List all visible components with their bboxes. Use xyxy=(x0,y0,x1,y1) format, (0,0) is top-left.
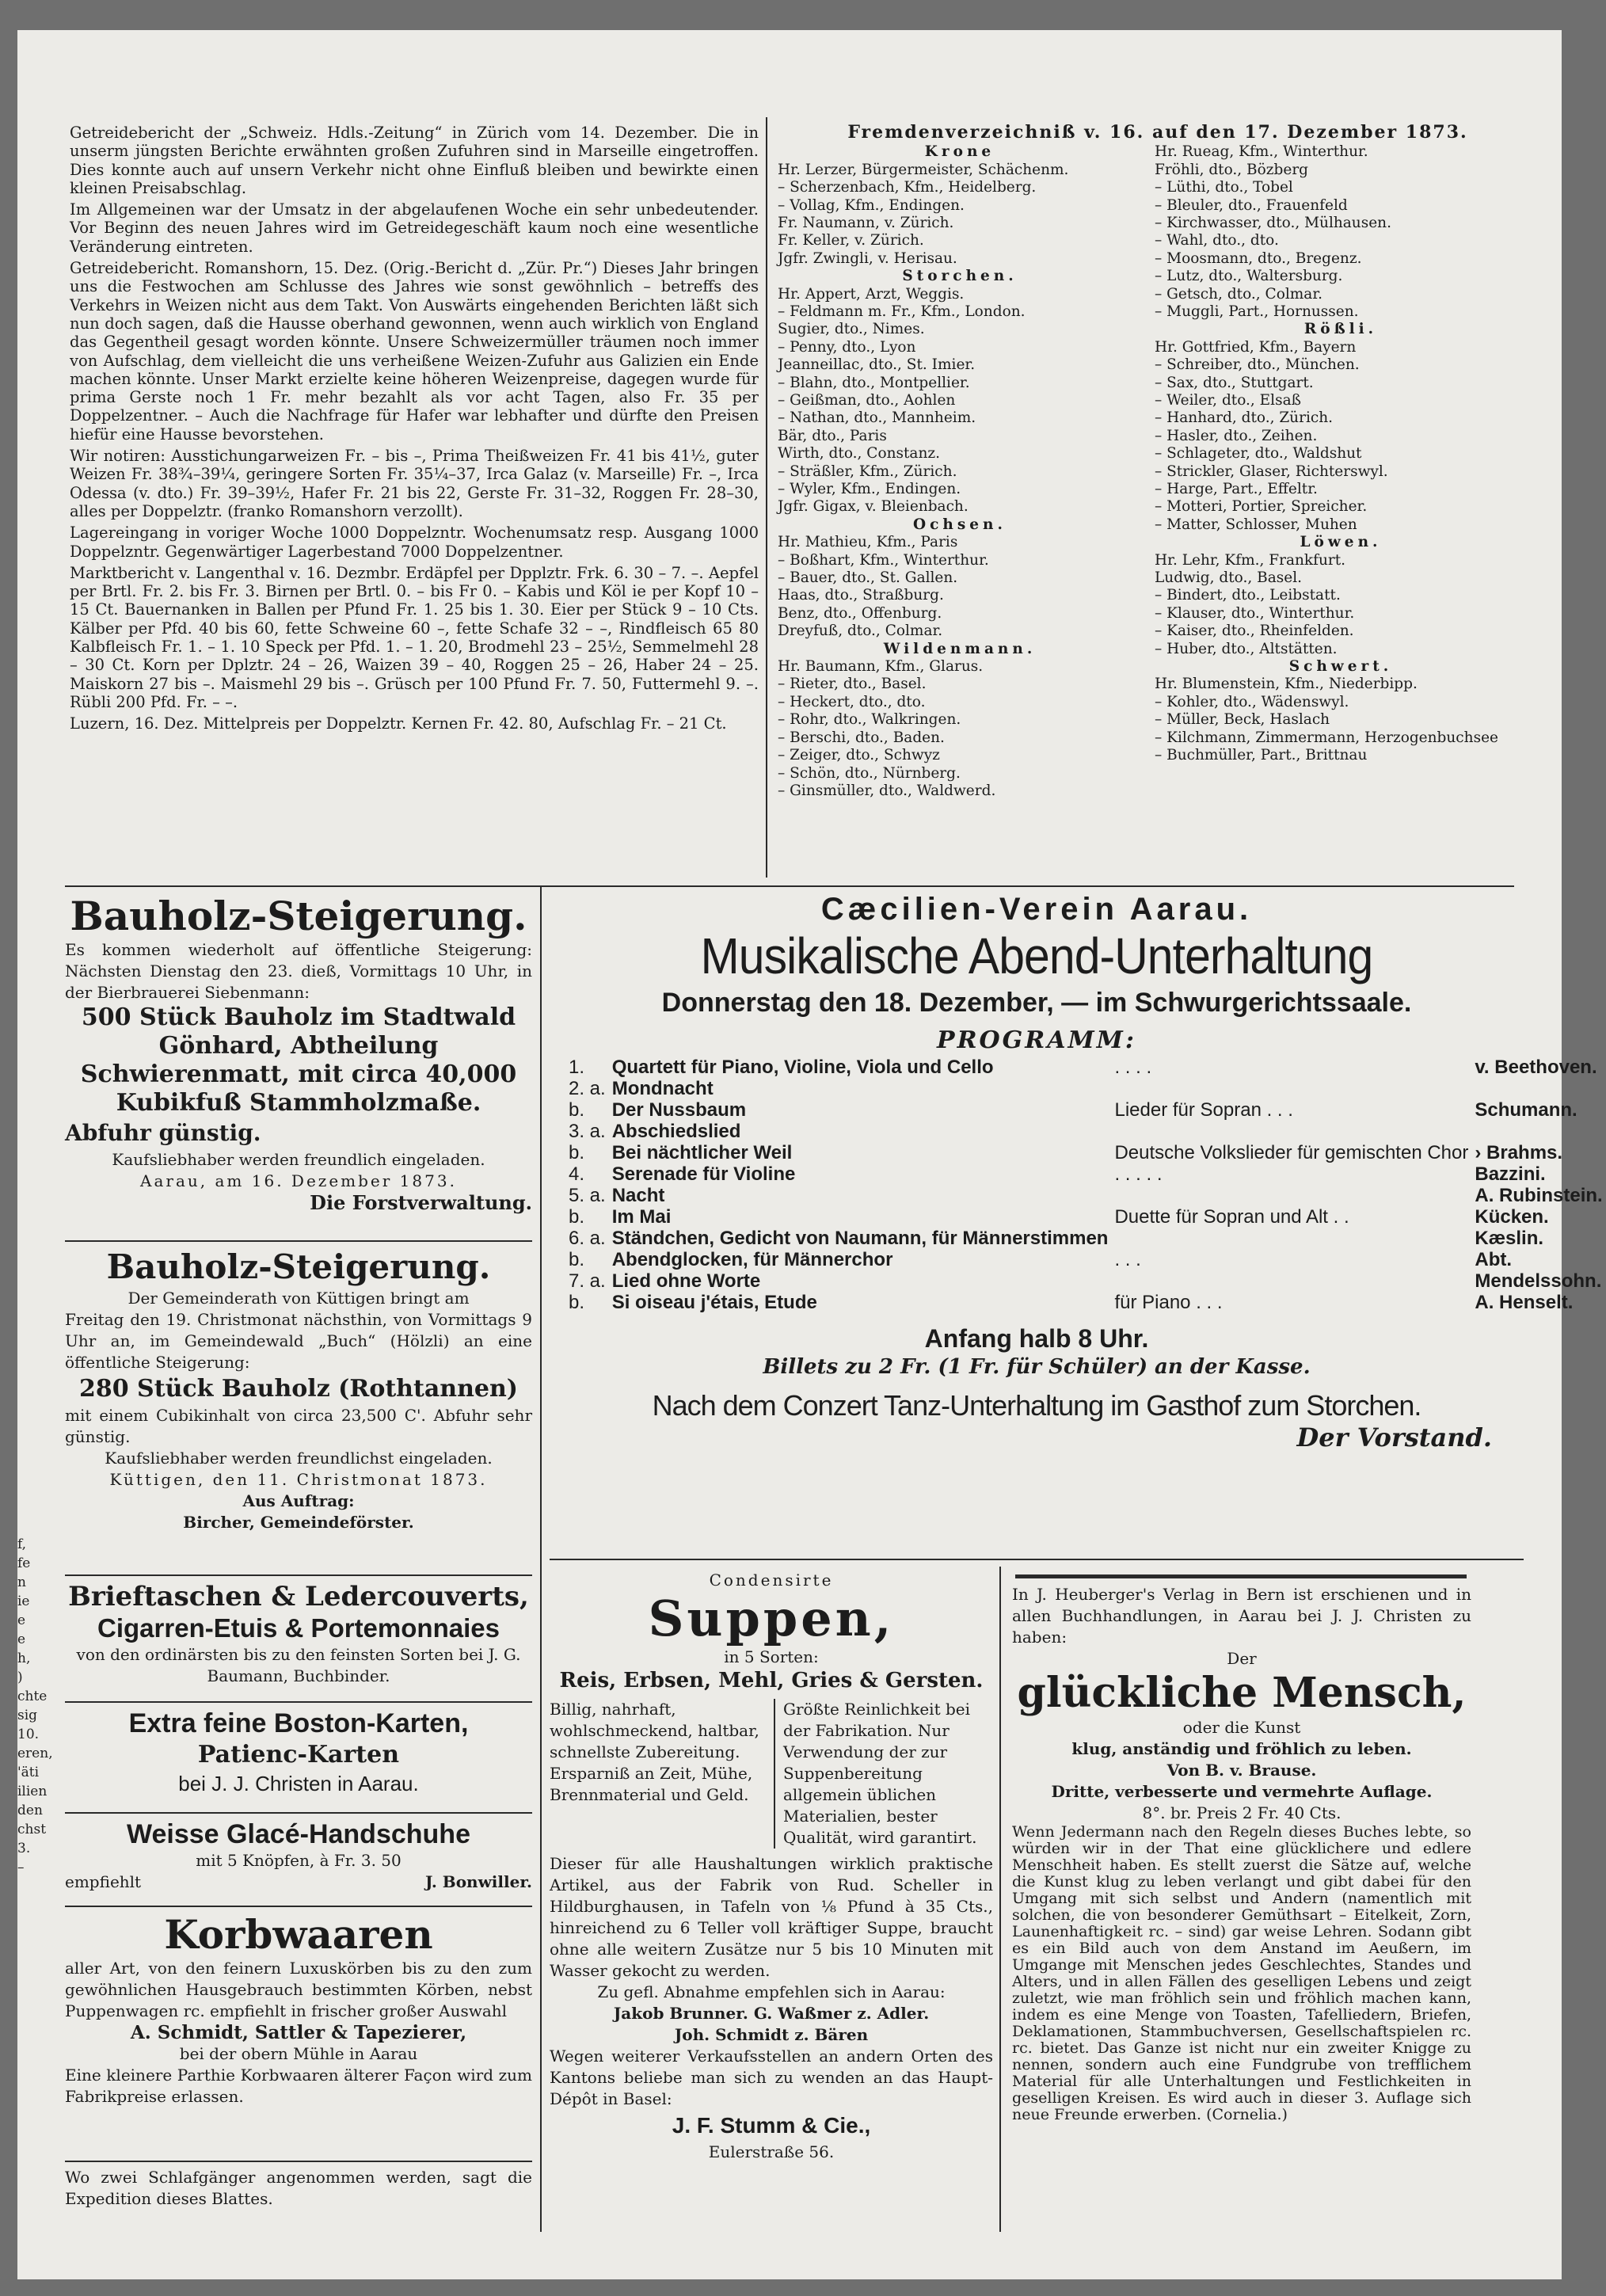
book-l3: oder die Kunst xyxy=(1182,1718,1301,1737)
boston-l1: Extra feine Boston-Karten, xyxy=(128,1708,469,1738)
korbwaaren-ad xyxy=(65,1912,532,2108)
fremden-title: Fremdenverzeichniß v. 16. auf den 17. Dezember 1873. xyxy=(847,122,1468,143)
suppen-body3: Wegen weiterer Verkaufsstellen an andern Orten des Kantons beliebe man sich zu wenden an das Haupt-Dépôt in Basel: xyxy=(550,2047,993,2108)
guest-entry: Jgfr. Gigax, v. Bleienbach. xyxy=(778,498,969,516)
program-composer: A. Henselt. xyxy=(1475,1292,1574,1313)
guest-entry: Hr. Rueag, Kfm., Winterthur. xyxy=(1155,143,1368,161)
hotel-heading: Ochsen. xyxy=(913,516,1007,533)
glace-ad xyxy=(65,1818,532,1893)
guest-entry: Fr. Naumann, v. Zürich. xyxy=(778,214,954,231)
program-number: b. xyxy=(569,1142,585,1163)
guest-entry: – Ginsmüller, dto., Waldwerd. xyxy=(778,782,996,799)
boston-ad xyxy=(65,1708,532,1797)
book-body: Wenn Jedermann nach den Regeln dieses Buches lebte, so würden wir in der That eine glücklichere und edlere Menschheit haben. Es stellt zuerst die Sätze auf, welche die Kunst klug zu leben verlangt und gibt dabei für den Umgang mit sich selbst und Andern (namentlich mit solchen, die von besonderer Gemüthsart – Eitelkeit, Zorn, Launenhaftigkeit rc. – sind) gar weise Lehren. Sodann gibt es ein Bild auch von dem Anstand im Aeußern, im Umgange mit Menschen jedes Geschlechtes, Standes und Alters, und in allen Fällen des geselligen Lebens und zeigt zuletzt, wie man fröhlich sein und fröhlich machen kann, indem es eine Menge von Toasten, Tafelliedern, Briefen, Deklamationen, Stammbuchversen, Gesellschaftspielen rc. rc. bietet. Das Ganze ist nicht nur ein zweiter Knigge zu nennen, sondern auch eine Fundgrube von trefflichem Material für alle Unterhaltungen und Festlichkeiten in geselligen Kreisen. Es wird auch in dieser 3. Auflage sich neue Freunde erwerben. (Cornelia.) xyxy=(1012,1823,1471,2123)
bauholz-2-l1: Der Gemeinderath von Küttigen bringt am xyxy=(127,1289,470,1308)
suppen-left: Billig, nahrhaft, wohlschmeckend, haltbar, schnellste Zubereitung. Ersparniß an Zeit, Mühe, Brennmaterial und Geld. xyxy=(550,1699,775,1849)
book-title: glückliche Mensch, xyxy=(1017,1669,1467,1717)
guest-entry: Fr. Keller, v. Zürich. xyxy=(778,232,924,249)
guest-entry: – Kilchmann, Zimmermann, Herzogenbuchsee xyxy=(1155,729,1498,746)
bauholz-2-l7: Bircher, Gemeindeförster. xyxy=(183,1513,414,1532)
suppen-small: Condensirte xyxy=(709,1571,834,1590)
program-piece: Si oiseau j'étais, Etude xyxy=(611,1292,817,1313)
guest-entry: – Nathan, dto., Mannheim. xyxy=(778,409,976,427)
brief-l1: Brieftaschen & Ledercouverts, xyxy=(68,1581,529,1613)
program-detail xyxy=(1111,1185,1471,1206)
bauholz-ad-1 xyxy=(65,893,532,1213)
program-composer: Abt. xyxy=(1475,1249,1513,1270)
guest-entry: – Hasler, dto., Zeihen. xyxy=(1155,427,1318,444)
program-piece: Abendglocken, für Männerchor xyxy=(611,1249,893,1270)
glace-l2: mit 5 Knöpfen, à Fr. 3. 50 xyxy=(196,1851,402,1870)
ad-divider xyxy=(65,2161,532,2162)
brief-l2: Cigarren-Etuis & Portemonnaies xyxy=(97,1613,500,1643)
book-l6: Dritte, verbesserte und vermehrte Auflage. xyxy=(1051,1782,1433,1801)
caec-nach: Nach dem Conzert Tanz-Unterhaltung im Gasthof zum Storchen. xyxy=(652,1389,1421,1422)
column-divider xyxy=(999,1567,1001,2232)
guest-entry: – Rieter, dto., Basel. xyxy=(778,676,927,693)
suppen-body2: Zu gefl. Abnahme empfehlen sich in Aarau: xyxy=(597,1982,946,2001)
program-number: 2. a. xyxy=(569,1078,606,1099)
program-detail: . . . . . xyxy=(1114,1163,1163,1185)
guest-entry: – Bindert, dto., Leibstatt. xyxy=(1155,587,1341,604)
guest-entry: Hr. Baumann, Kfm., Glarus. xyxy=(778,658,984,676)
guest-entry: Hr. Gottfried, Kfm., Bayern xyxy=(1155,338,1357,356)
guest-entry: – Strickler, Glaser, Richterswyl. xyxy=(1155,463,1388,480)
program-row xyxy=(565,1228,1606,1249)
guest-entry: – Kirchwasser, dto., Mülhausen. xyxy=(1155,214,1391,231)
program-composer: › Brahms. xyxy=(1475,1142,1563,1163)
program-number: 5. a. xyxy=(569,1185,606,1206)
guest-entry: – Heckert, dto., dto. xyxy=(778,693,926,710)
bauholz-1-main: 500 Stück Bauholz im Stadtwald Gönhard, Abtheilung Schwierenmatt, mit circa 40,000 Kubikfuß Stammholzmaße. xyxy=(80,1003,517,1117)
suppen-firm: J. F. Stumm & Cie., xyxy=(672,2113,871,2138)
guest-entry: – Weiler, dto., Elsaß xyxy=(1155,391,1301,409)
program-table xyxy=(565,1057,1606,1313)
guest-entry: – Harge, Part., Effeltr. xyxy=(1155,481,1318,498)
guest-entry: Dreyfuß, dto., Colmar. xyxy=(778,623,943,640)
glace-l3: empfiehlt xyxy=(65,1872,142,1891)
program-row xyxy=(565,1078,1606,1099)
program-detail xyxy=(1111,1121,1471,1142)
bauholz-1-date: Aarau, am 16. Dezember 1873. xyxy=(140,1171,457,1190)
program-number: b. xyxy=(569,1099,585,1121)
guest-entry: – Motteri, Portier, Spreicher. xyxy=(1155,498,1368,516)
market-p3: Getreidebericht. Romanshorn, 15. Dez. (Orig.-Bericht d. „Zür. Pr.“) Dieses Jahr bringen uns die Festwochen am Schlusse des Jahres wie sonst gewöhnlich – betreffs des Verkehrs in Weizen nicht aus dem Takt. Von Auswärts eingehenden Berichten läßt sich nun doch sagen, daß die Hausse oberhand gewonnen, wenn auch wirklich von England das Gegentheil gesagt worden könnte. Unsere Schweizermüller träumen noch immer von Aufschlag, dem vielleicht die uns verheißene Weizen-Zufuhr aus Galizien ein Ende machen könnte. Unser Markt erzielte keine höheren Weizenpreise, dagegen wurde für prima Gerste noch 1 Fr. mehr bezahlt als vor acht Tagen, also Fr. 35 per Doppelzentner. – Auch die Nachfrage für Hafer war lebhafter und dürfte den Preisen hiefür eine Hausse bevorstehen. xyxy=(70,259,759,444)
program-composer xyxy=(1471,1121,1605,1142)
guest-entry: – Hanhard, dto., Zürich. xyxy=(1155,409,1334,427)
caec-date: Donnerstag den 18. Dezember, — im Schwurgerichtssaale. xyxy=(661,988,1412,1018)
guest-entry: Wirth, dto., Constanz. xyxy=(778,445,940,463)
book-l5: Von B. v. Brause. xyxy=(1166,1761,1317,1780)
guest-entry: – Schön, dto., Nürnberg. xyxy=(778,764,961,782)
guest-entry: – Feldmann m. Fr., Kfm., London. xyxy=(778,303,1026,320)
program-number: b. xyxy=(569,1292,585,1313)
guest-entry: – Lutz, dto., Waltersburg. xyxy=(1155,268,1343,285)
ad-divider xyxy=(65,1906,532,1907)
suppen-ad xyxy=(550,1570,993,2163)
program-composer: Bazzini. xyxy=(1475,1163,1546,1185)
book-l1: In J. Heuberger's Verlag in Bern ist erschienen und in allen Buchhandlungen, in Aarau bei J. J. Christen zu haben: xyxy=(1012,1585,1471,1647)
guest-entry: – Sträßler, Kfm., Zürich. xyxy=(778,463,957,480)
caecilien-concert-ad xyxy=(550,892,1603,1453)
program-piece: Im Mai xyxy=(611,1206,672,1228)
section-divider xyxy=(550,1559,1524,1560)
program-composer: Kæslin. xyxy=(1475,1228,1544,1249)
suppen-addr: Eulerstraße 56. xyxy=(708,2142,835,2161)
program-row xyxy=(565,1206,1606,1228)
program-composer: Mendelssohn. xyxy=(1475,1270,1602,1292)
guest-entry: – Getsch, dto., Colmar. xyxy=(1155,285,1323,303)
guest-entry: – Sax, dto., Stuttgart. xyxy=(1155,374,1314,391)
market-p6: Marktbericht v. Langenthal v. 16. Dezmbr. Erdäpfel per Dpplztr. Frk. 6. 30 – 7. –. Aepfel per Brtl. Fr. 2. bis Fr. 3. Birnen per Brtl. 0. – bis Fr 0. – Kabis und Köl ie per Kopf 10 – 15 Ct. Bauernanken in Ballen per Pfund Fr. 1. 25 bis 1. 30. Eier per Stück 9 – 10 Cts. Kälber per Pfd. 40 bis 60, fette Schweine 60 –, fette Schafe 32 – –, Rindfleisch 65 80 Kalbfleisch Fr. 1. – 1. 10 Speck per Pfd. 1. – 1. 20, Brodmehl 23 – 25½, Semmelmehl 28 – 30 Ct. Korn per Dplztr. 24 – 26, Waizen 39 – 40, Roggen 25 – 26, Haber 24 – 25. Maiskorn 27 bis –. Maismehl 29 bis –. Grüsch per 100 Pfund Fr. 7. 50, Futtermehl 9. –. Rübli 200 Pfd. Fr. – –. xyxy=(70,563,759,711)
bauholz-2-main: 280 Stück Bauholz (Rothtannen) xyxy=(78,1375,519,1403)
program-detail: Duette für Sopran und Alt . . xyxy=(1114,1206,1349,1228)
caec-head: Cæcilien-Verein Aarau. xyxy=(820,892,1253,927)
left-edge-fragment: f, fe n ie e e h, ) chte sig 10. eren, 'äti ilien den chst 3. – xyxy=(17,1536,53,1875)
program-detail xyxy=(1111,1078,1471,1099)
guest-entry: Jeanneillac, dto., St. Imier. xyxy=(778,356,976,374)
caec-start: Anfang halb 8 Uhr. xyxy=(924,1324,1149,1353)
program-detail: . . . xyxy=(1114,1249,1141,1270)
guest-entry: Benz, dto., Offenburg. xyxy=(778,604,942,622)
guest-entry: – Bauer, dto., St. Gallen. xyxy=(778,569,958,587)
market-p4: Wir notiren: Ausstichungarweizen Fr. – bis –, Prima Theißweizen Fr. 41 bis 41½, guter Weizen Fr. 38¾–39¼, geringere Sorten Fr. 35¼–37, Irca Galaz (v. Marseille) Fr. –, Irca Odessa (v. dto.) Fr. 39–39½, Hafer Fr. 21 bis 22, Gerste Fr. 31–32, Roggen Fr. 28–30, alles per Doppelztr. (franko Romanshorn verzollt). xyxy=(70,447,759,520)
guest-entry: Sugier, dto., Nimes. xyxy=(778,321,925,338)
guest-entry: – Vollag, Kfm., Endingen. xyxy=(778,196,965,214)
guest-entry: – Bleuler, dto., Frauenfeld xyxy=(1155,196,1348,214)
bauholz-1-invite: Kaufsliebhaber werden freundlich eingeladen. xyxy=(112,1150,485,1169)
program-composer: v. Beethoven. xyxy=(1475,1057,1597,1078)
program-piece: Abschiedslied xyxy=(611,1121,741,1142)
program-detail: . . . . xyxy=(1114,1057,1152,1078)
book-l4: klug, anständig und fröhlich zu leben. xyxy=(1071,1739,1412,1758)
book-l2: Der xyxy=(1227,1649,1257,1668)
guest-entry: – Boßhart, Kfm., Winterthur. xyxy=(778,551,989,569)
guest-entry: Ludwig, dto., Basel. xyxy=(1155,569,1302,587)
suppen-right: Größte Reinlichkeit bei der Fabrikation. Nur Verwendung der zur Suppenbereitung allgemein üblichen Materialien, bester Qualität, wird garantirt. xyxy=(783,1700,977,1847)
market-p2: Im Allgemeinen war der Umsatz in der abgelaufenen Woche ein sehr unbedeutender. Vor Beginn des neuen Jahres wird im Getreidegeschäft kaum noch eine wesentliche Veränderung eintreten. xyxy=(70,200,759,256)
brieftaschen-ad xyxy=(65,1581,532,1687)
program-row xyxy=(565,1249,1606,1270)
bauholz-title-2: Bauholz-Steigerung. xyxy=(106,1247,491,1286)
market-p7: Luzern, 16. Dez. Mittelpreis per Doppelztr. Kernen Fr. 42. 80, Aufschlag Fr. – 21 Ct. xyxy=(70,714,727,733)
program-row xyxy=(565,1185,1606,1206)
boston-l3: bei J. J. Christen in Aarau. xyxy=(178,1772,419,1795)
program-piece: Mondnacht xyxy=(611,1078,714,1099)
hotel-heading: Löwen. xyxy=(1300,534,1382,551)
guest-entry: – Huber, dto., Altstätten. xyxy=(1155,640,1338,657)
program-row xyxy=(565,1163,1606,1185)
program-composer: Kücken. xyxy=(1475,1206,1549,1228)
suppen-names: Jakob Brunner. G. Waßmer z. Adler. xyxy=(613,2004,930,2023)
guest-entry: – Berschi, dto., Baden. xyxy=(778,729,945,746)
program-row xyxy=(565,1142,1606,1163)
bauholz-2-l6: Aus Auftrag: xyxy=(242,1491,355,1510)
brief-l3: von den ordinärsten bis zu den feinsten Sorten bei J. G. Baumann, Buchbinder. xyxy=(76,1645,521,1685)
fremden-right-column xyxy=(1155,143,1527,800)
program-row xyxy=(565,1099,1606,1121)
guest-entry: – Müller, Beck, Haslach xyxy=(1155,711,1330,729)
program-detail xyxy=(1111,1228,1471,1249)
guest-entry: – Muggli, Part., Hornussen. xyxy=(1155,303,1359,320)
caec-billets: Billets zu 2 Fr. (1 Fr. für Schüler) an der Kasse. xyxy=(763,1355,1311,1379)
program-piece: Nacht xyxy=(611,1185,665,1206)
ad-divider xyxy=(65,1812,532,1814)
guest-entry: – Penny, dto., Lyon xyxy=(778,338,916,356)
program-number: 4. xyxy=(569,1163,585,1185)
hotel-heading: Rößli. xyxy=(1303,321,1378,338)
guest-entry: – Lüthi, dto., Tobel xyxy=(1155,179,1293,196)
caec-prog: PROGRAMM: xyxy=(937,1026,1136,1054)
program-number: 7. a. xyxy=(569,1270,606,1292)
guest-entry: Hr. Lerzer, Bürgermeister, Schächenm. xyxy=(778,161,1069,178)
guest-entry: Hr. Mathieu, Kfm., Paris xyxy=(778,534,958,551)
program-piece: Lied ohne Worte xyxy=(611,1270,761,1292)
suppen-sub: in 5 Sorten: xyxy=(724,1647,819,1666)
fremdenverzeichnis xyxy=(778,124,1538,800)
program-row xyxy=(565,1292,1606,1313)
guest-entry: – Schreiber, dto., München. xyxy=(1155,356,1360,374)
program-detail: Lieder für Sopran . . . xyxy=(1114,1099,1293,1121)
market-p1: Getreidebericht der „Schweiz. Hdls.-Zeitung“ in Zürich vom 14. Dezember. Die in unserm jüngsten Berichte erwähnten großen Zufuhren sind in Marseille eingetroffen. Dies konnte auch auf unsern Verkehr nicht ohne Einfluß bleiben und bewirkte einen kleinen Preisabschlag. xyxy=(70,124,759,197)
program-number: b. xyxy=(569,1249,585,1270)
guest-entry: – Rohr, dto., Walkringen. xyxy=(778,711,961,729)
program-piece: Serenade für Violine xyxy=(611,1163,796,1185)
korb-l1: aller Art, von den feinern Luxuskörben bis zu den zum gewöhnlichen Hausgebrauch bestimmten Körben, nebst Puppenwagen rc. empfiehlt in frischer großer Auswahl xyxy=(65,1959,532,2020)
guest-entry: – Klauser, dto., Winterthur. xyxy=(1155,604,1355,622)
column-divider xyxy=(766,117,767,878)
guest-entry: – Geißman, dto., Aohlen xyxy=(778,391,956,409)
guest-entry: Hr. Blumenstein, Kfm., Niederbipp. xyxy=(1155,676,1418,693)
program-detail: Deutsche Volkslieder für gemischten Chor xyxy=(1114,1142,1469,1163)
program-piece: Ständchen, Gedicht von Naumann, für Männerstimmen xyxy=(611,1228,1109,1249)
guest-entry: Haas, dto., Straßburg. xyxy=(778,587,944,604)
korb-title: Korbwaaren xyxy=(164,1911,433,1958)
boston-l2: Patienc-Karten xyxy=(197,1741,400,1769)
suppen-body: Dieser für alle Haushaltungen wirklich praktische Artikel, aus der Fabrik von Rud. Scheller in Hildburghausen, in Tafeln von ⅛ Pfund à 35 Cts., hinreichend zu 6 Teller voll kräftiger Suppe, braucht ohne alle weitern Zusätze nur 5 bis 10 Minuten mit Wasser gekocht zu werden. xyxy=(550,1854,993,1980)
guest-entry: – Blahn, dto., Montpellier. xyxy=(778,374,970,391)
bauholz-1-abfuhr: Abfuhr günstig. xyxy=(65,1120,261,1146)
book-l7: 8°. br. Preis 2 Fr. 40 Cts. xyxy=(1142,1803,1342,1822)
bauholz-2-l2: Freitag den 19. Christmonat nächsthin, von Vormittags 9 Uhr an, im Gemeindewald „Buch“ (Hölzli) an eine öffentliche Steigerung: xyxy=(65,1310,532,1372)
book-ad xyxy=(1012,1584,1471,2123)
guest-entry: Fröhli, dto., Bözberg xyxy=(1155,161,1309,178)
hotel-heading: Storchen. xyxy=(902,268,1018,285)
glace-l4: J. Bonwiller. xyxy=(424,1872,532,1891)
guest-entry: – Moosmann, dto., Bregenz. xyxy=(1155,249,1362,267)
guest-entry: – Matter, Schlosser, Muhen xyxy=(1155,516,1357,533)
ad-divider xyxy=(65,1701,532,1703)
fremden-left-column xyxy=(778,143,1142,800)
program-composer xyxy=(1471,1078,1605,1099)
market-reports xyxy=(70,124,759,737)
section-divider xyxy=(65,885,1514,887)
program-number: b. xyxy=(569,1206,585,1228)
newspaper-page xyxy=(17,30,1603,2279)
program-row xyxy=(565,1121,1606,1142)
suppen-title: Suppen, xyxy=(648,1590,895,1647)
program-number: 1. xyxy=(569,1057,585,1078)
program-composer: Schumann. xyxy=(1475,1099,1577,1121)
schlaf-l1: Wo zwei Schlafgänger angenommen werden, sagt die Expedition dieses Blattes. xyxy=(65,2168,532,2208)
bauholz-ad-2 xyxy=(65,1247,532,1533)
korb-l3: bei der obern Mühle in Aarau xyxy=(179,2044,418,2063)
korb-l2: A. Schmidt, Sattler & Tapezierer, xyxy=(130,2022,467,2043)
program-piece: Quartett für Piano, Violine, Viola und Cello xyxy=(611,1057,994,1078)
hotel-heading: Wildenmann. xyxy=(883,640,1037,657)
program-row xyxy=(565,1270,1606,1292)
program-number: 6. a. xyxy=(569,1228,606,1249)
column-divider xyxy=(540,885,542,2232)
bauholz-2-l5: Küttigen, den 11. Christmonat 1873. xyxy=(109,1470,488,1489)
program-detail xyxy=(1111,1270,1471,1292)
guest-entry: Bär, dto., Paris xyxy=(778,427,887,444)
guest-entry: – Wahl, dto., dto. xyxy=(1155,232,1279,249)
glace-l1: Weisse Glacé-Handschuhe xyxy=(127,1819,470,1849)
caec-sign: Der Vorstand. xyxy=(1296,1422,1492,1453)
guest-entry: Hr. Appert, Arzt, Weggis. xyxy=(778,285,965,303)
ad-divider xyxy=(65,1574,532,1576)
bauholz-title-1: Bauholz-Steigerung. xyxy=(70,893,527,939)
program-detail: für Piano . . . xyxy=(1114,1292,1223,1313)
guest-entry: – Kaiser, dto., Rheinfelden. xyxy=(1155,623,1354,640)
bauholz-2-l3: mit einem Cubikinhalt von circa 23,500 C'. Abfuhr sehr günstig. xyxy=(65,1406,532,1446)
guest-entry: – Kohler, dto., Wädenswyl. xyxy=(1155,693,1349,710)
bauholz-1-intro: Es kommen wiederholt auf öffentliche Steigerung: Nächsten Dienstag den 23. dieß, Vormittags 10 Uhr, in der Bierbrauerei Siebenmann: xyxy=(65,940,532,1002)
guest-entry: – Schlageter, dto., Waldshut xyxy=(1155,445,1362,463)
book-top-rule xyxy=(1015,1574,1467,1578)
guest-entry: – Zeiger, dto., Schwyz xyxy=(778,747,940,764)
guest-entry: – Scherzenbach, Kfm., Heidelberg. xyxy=(778,179,1037,196)
caec-title: Musikalische Abend-Unterhaltung xyxy=(700,927,1373,984)
hotel-heading: Schwert. xyxy=(1288,658,1393,676)
guest-entry: Jgfr. Zwingli, v. Herisau. xyxy=(778,249,957,267)
program-piece: Bei nächtlicher Weil xyxy=(611,1142,793,1163)
bauholz-1-sign: Die Forstverwaltung. xyxy=(310,1191,532,1214)
program-composer: A. Rubinstein. xyxy=(1475,1185,1603,1206)
schlafgaenger-ad xyxy=(65,2167,532,2210)
program-row xyxy=(565,1057,1606,1078)
guest-entry: – Buchmüller, Part., Brittnau xyxy=(1155,747,1368,764)
guest-entry: Hr. Lehr, Kfm., Frankfurt. xyxy=(1155,551,1346,569)
suppen-names2: Joh. Schmidt z. Bären xyxy=(674,2025,869,2044)
korb-l4: Eine kleinere Parthie Korbwaaren älterer Façon wird zum Fabrikpreise erlassen. xyxy=(65,2066,532,2106)
market-p5: Lagereingang in voriger Woche 1000 Doppelzntr. Wochenumsatz resp. Ausgang 1000 Doppelzntr. Gegenwärtiger Lagerbestand 7000 Doppelzentner. xyxy=(70,524,759,561)
hotel-heading: Krone xyxy=(924,143,995,161)
program-number: 3. a. xyxy=(569,1121,606,1142)
bauholz-2-l4: Kaufsliebhaber werden freundlichst eingeladen. xyxy=(105,1449,493,1468)
program-piece: Der Nussbaum xyxy=(611,1099,747,1121)
guest-entry: – Wyler, Kfm., Endingen. xyxy=(778,481,961,498)
suppen-sorts: Reis, Erbsen, Mehl, Gries & Gersten. xyxy=(559,1669,984,1692)
ad-divider xyxy=(65,1240,532,1242)
